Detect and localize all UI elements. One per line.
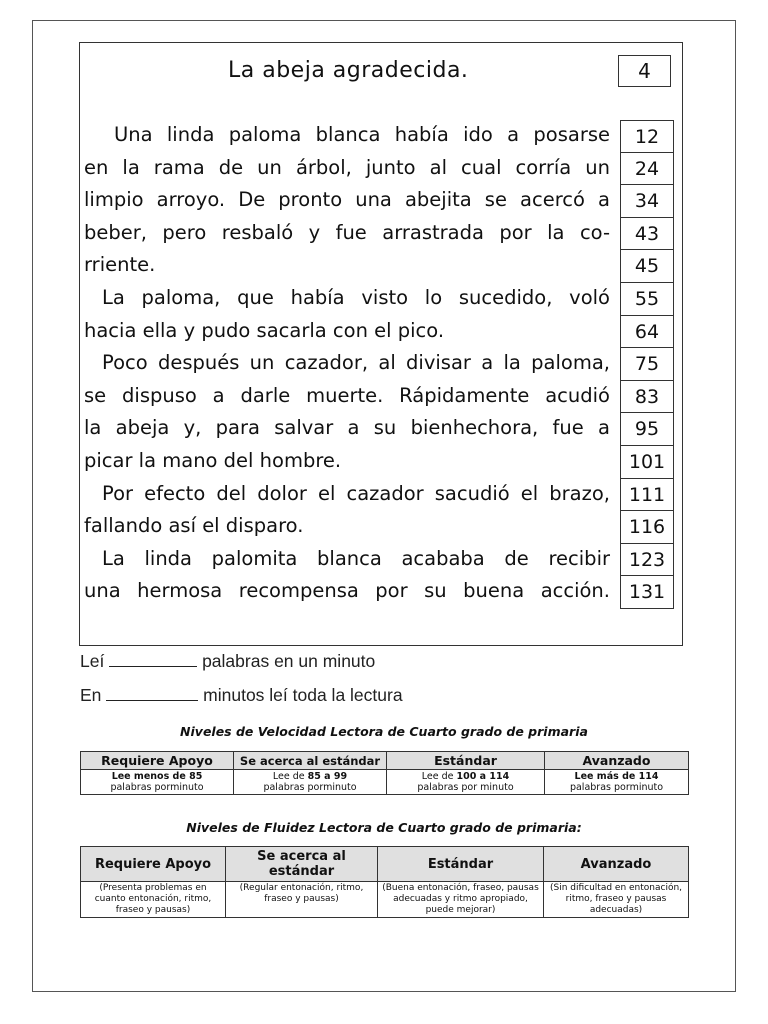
speed-range	[236, 771, 384, 782]
fluency-header-acerca: Se acerca al estándar	[226, 847, 378, 882]
line-word-count: 12	[621, 120, 673, 153]
range-prefix: Lee de	[421, 771, 457, 782]
line-word-count: 101	[621, 446, 673, 479]
fluency-cell-estandar: (Buena entonación, fraseo, pausas adecuadas y ritmo apropiado, puede mejorar)	[378, 882, 544, 918]
range-value: Lee menos de 85	[111, 771, 203, 782]
reading-title: La abeja agradecida.	[228, 58, 469, 83]
reading-line: picar la mano del hombre.	[84, 449, 342, 472]
range-prefix: Lee de	[272, 771, 308, 782]
reading-line: La paloma, que había visto lo sucedido, voló	[102, 286, 610, 309]
speed-range	[83, 771, 231, 782]
reading-line: La linda palomita blanca acababa de recibir	[102, 546, 610, 570]
words-per-minute-line	[80, 651, 375, 672]
reading-line: en la rama de un árbol, junto al cual corría un	[84, 155, 610, 179]
fluency-cell-apoyo: (Presenta problemas en cuanto entonación, ritmo, fraseo y pausas)	[81, 882, 226, 918]
range-value: Lee más de 114	[574, 771, 659, 782]
reading-line: una hermosa recompensa por su buena acción.	[84, 579, 610, 603]
fluency-header-estandar: Estándar	[378, 847, 544, 882]
speed-header-avanzado: Avanzado	[545, 752, 689, 770]
speed-cell-avanzado	[545, 770, 689, 795]
speed-header-apoyo: Requiere Apoyo	[81, 752, 234, 770]
fluency-header-apoyo: Requiere Apoyo	[81, 847, 226, 882]
word-count-column	[620, 120, 674, 609]
line-word-count: 116	[621, 511, 673, 544]
line-word-count: 75	[621, 348, 673, 381]
fluency-section-title: Niveles de Fluidez Lectora de Cuarto grado de primaria:	[186, 820, 582, 835]
reading-line: beber, pero resbaló y fue arrastrada por la co-	[84, 220, 610, 244]
line-word-count: 24	[621, 153, 673, 186]
line-word-count: 55	[621, 283, 673, 316]
speed-header-acerca: Se acerca al estándar	[234, 752, 387, 770]
line-word-count: 131	[621, 576, 673, 609]
speed-range	[547, 771, 686, 782]
line-word-count: 64	[621, 316, 673, 349]
range-value: 85 a 99	[307, 771, 348, 782]
line-word-count: 111	[621, 479, 673, 512]
line-word-count: 95	[621, 413, 673, 446]
fill-label-after: palabras en un minuto	[202, 651, 376, 671]
reading-line: hacia ella y pudo sacarla con el pico.	[84, 318, 445, 342]
line-word-count: 43	[621, 218, 673, 251]
reading-line: fallando así el disparo.	[84, 514, 304, 538]
fluency-cell-avanzado: (Sin dificultad en entonación, ritmo, fraseo y pausas adecuadas)	[544, 882, 689, 918]
speed-range	[389, 771, 542, 782]
line-word-count: 123	[621, 544, 673, 577]
range-unit: palabras por minuto	[417, 782, 514, 793]
reading-line: rriente.	[84, 253, 156, 277]
fill-label-before: En	[80, 685, 102, 705]
reading-line: Poco después un cazador, al divisar a la paloma,	[102, 351, 610, 375]
fill-label-after: minutos leí toda la lectura	[203, 685, 403, 705]
reading-line: Una linda paloma blanca había ido a posarse	[114, 123, 610, 146]
line-word-count: 34	[621, 185, 673, 218]
reading-line: Por efecto del dolor el cazador sacudió el brazo,	[102, 481, 610, 505]
speed-cell-acerca	[234, 770, 387, 795]
line-word-count: 83	[621, 381, 673, 414]
fluency-cell-acerca: (Regular entonación, ritmo, fraseo y pausas)	[226, 882, 378, 918]
range-unit: palabras porminuto	[263, 782, 357, 793]
range-unit: palabras porminuto	[110, 782, 204, 793]
fluency-header-avanzado: Avanzado	[544, 847, 689, 882]
range-unit: palabras porminuto	[569, 782, 664, 793]
reading-line: se dispuso a darle muerte. Rápidamente acudió	[84, 383, 610, 407]
minutes-line	[80, 685, 403, 706]
speed-section-title: Niveles de Velocidad Lectora de Cuarto grado de primaria	[180, 724, 588, 739]
fill-label-before: Leí	[80, 651, 105, 671]
fluency-levels-table	[80, 846, 689, 918]
speed-cell-estandar	[387, 770, 545, 795]
range-value: 100 a 114	[456, 771, 510, 782]
speed-header-estandar: Estándar	[387, 752, 545, 770]
words-blank[interactable]	[109, 652, 197, 667]
reading-line: limpio arroyo. De pronto una abejita se acercó a	[84, 188, 610, 212]
speed-cell-apoyo	[81, 770, 234, 795]
reading-line: la abeja y, para salvar a su bienhechora, fue a	[84, 416, 610, 440]
line-word-count: 45	[621, 250, 673, 283]
title-word-count: 4	[618, 55, 671, 87]
speed-levels-table	[80, 751, 689, 795]
minutes-blank[interactable]	[106, 686, 198, 701]
